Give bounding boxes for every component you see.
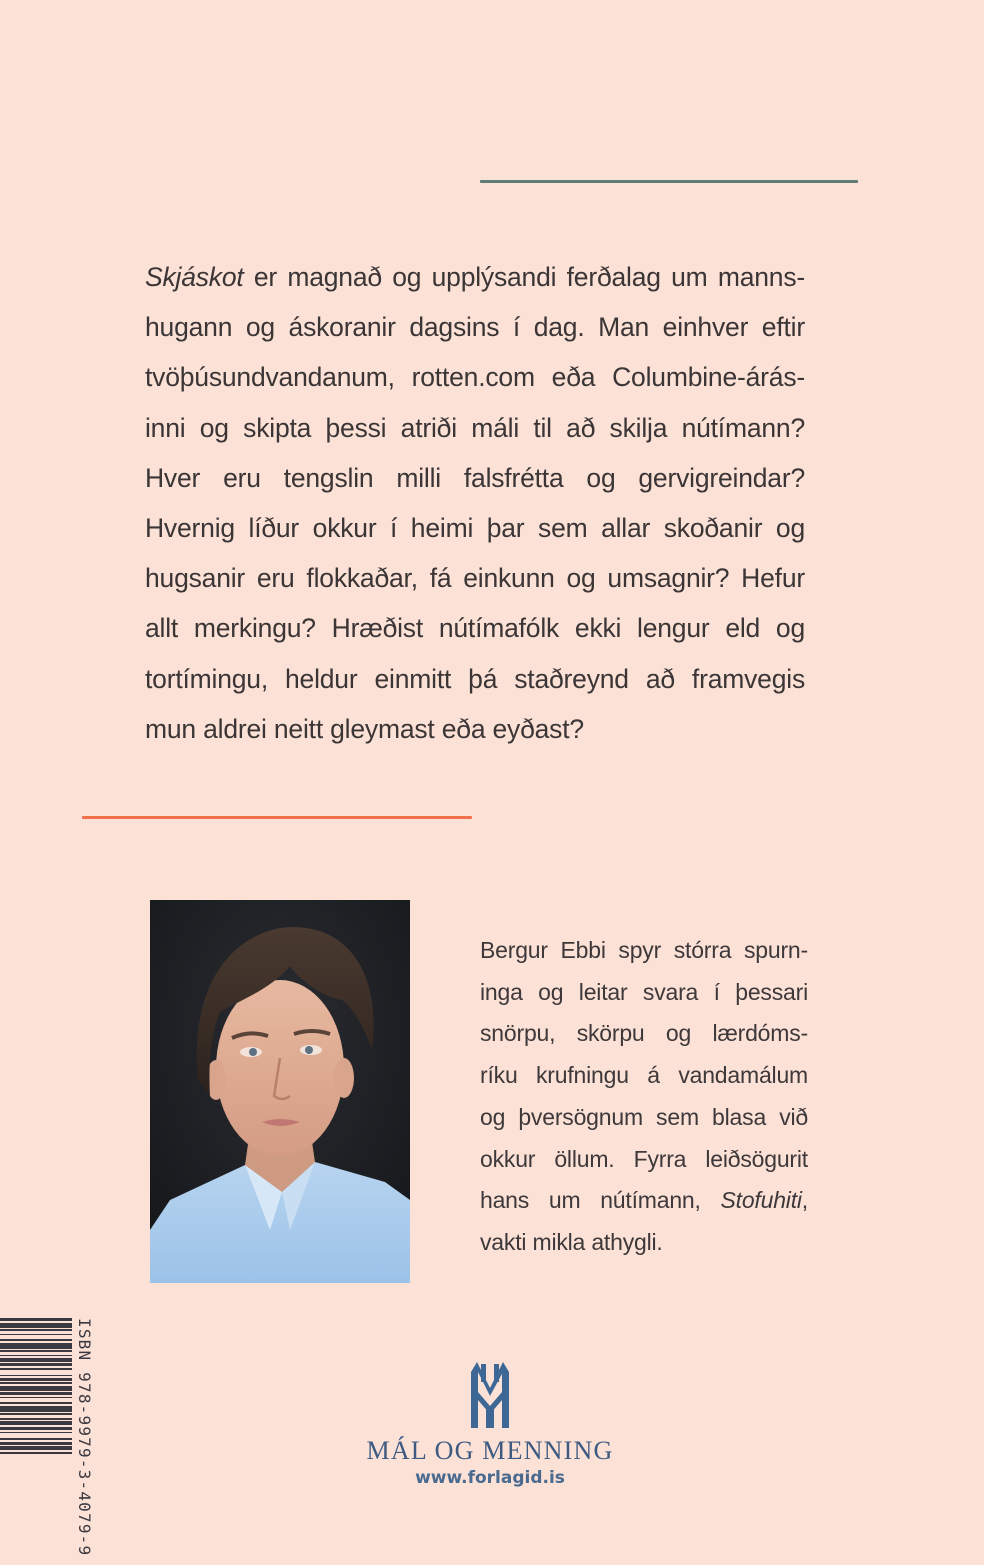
blurb-text [145, 252, 805, 754]
book-title: Skjáskot [145, 262, 244, 292]
blurb-line: tortímingu, heldur einmitt þá staðreynd að framvegis [145, 663, 805, 694]
blurb-line: hugann og áskoranir dagsins í dag. Man einhver eftir [145, 312, 805, 343]
barcode-bar [0, 1397, 72, 1398]
previous-book-title: Stofuhiti [720, 1187, 802, 1214]
barcode-bar [0, 1406, 72, 1412]
blurb-line: inni og skipta þessi atriði máli til að skilja nútímann? [145, 412, 805, 443]
author-photo [150, 900, 410, 1283]
barcode-bar [0, 1375, 72, 1376]
barcode-bar [0, 1339, 72, 1341]
barcode-bar [0, 1358, 72, 1362]
barcode-bar [0, 1442, 72, 1445]
barcode-bar [0, 1350, 72, 1352]
barcode-bar [0, 1363, 72, 1366]
barcode-bar [0, 1432, 72, 1433]
barcode [0, 1318, 72, 1536]
barcode-bar [0, 1413, 72, 1415]
barcode-bar [0, 1368, 72, 1370]
barcode-bar [0, 1343, 72, 1349]
mm-monogram-icon [469, 1362, 511, 1428]
barcode-bar [0, 1446, 72, 1450]
barcode-bar [0, 1438, 72, 1440]
barcode-bar [0, 1402, 72, 1404]
barcode-bar [0, 1329, 72, 1331]
bio-line: og þversögnum sem blasa við [480, 1103, 808, 1130]
author-bio [480, 930, 808, 1264]
publisher-website-link[interactable]: www.forlagid.is [415, 1468, 565, 1488]
isbn-number: ISBN 978-9979-3-4079-9 [75, 1318, 94, 1557]
bio-line: vakti mikla athygli. [480, 1228, 663, 1255]
blurb-line: hugsanir eru flokkaðar, fá einkunn og umsagnir? Hefur [145, 563, 805, 594]
barcode-bar [0, 1334, 72, 1335]
blurb-line: Hver eru tengslin milli falsfrétta og gervigreindar? [145, 462, 805, 493]
bio-line: Bergur Ebbi spyr stórra spurn- [480, 937, 808, 963]
divider-rule-bottom [82, 816, 472, 819]
barcode-bar [0, 1452, 72, 1454]
barcode-bar [0, 1378, 72, 1381]
barcode-bar [0, 1323, 72, 1328]
barcode-bar [0, 1318, 72, 1321]
blurb-line: Hvernig líður okkur í heimi þar sem allar skoðanir og [145, 513, 805, 544]
barcode-bar [0, 1382, 72, 1384]
barcode-bar [0, 1418, 72, 1420]
barcode-bar [0, 1421, 72, 1425]
bio-line: snörpu, skörpu og lærdóms- [480, 1020, 808, 1047]
publisher-name: MÁL OG MENNING [366, 1436, 614, 1465]
blurb-line: mun aldrei neitt gleymast eða eyðast? [145, 713, 584, 744]
blurb-line: tvöþúsundvandanum, rotten.com eða Columbine-árás- [145, 362, 805, 393]
barcode-bar [0, 1427, 72, 1430]
author-portrait-illustration [150, 900, 410, 1283]
barcode-bar [0, 1355, 72, 1356]
bio-line: hans um nútímann, Stofuhiti, [480, 1187, 808, 1214]
blurb-line: Skjáskot er magnað og upplýsandi ferðalag um manns- [145, 262, 805, 292]
bio-line: inga og leitar svara í þessari [480, 978, 808, 1005]
divider-rule-top [480, 180, 858, 183]
bio-line: okkur öllum. Fyrra leiðsögurit [480, 1145, 808, 1172]
barcode-bar [0, 1386, 72, 1391]
publisher-block [340, 1362, 640, 1488]
bio-line: ríku krufningu á vandamálum [480, 1062, 808, 1089]
blurb-line: allt merkingu? Hræðist nútímafólk ekki lengur eld og [145, 613, 805, 644]
barcode-bar [0, 1392, 72, 1395]
